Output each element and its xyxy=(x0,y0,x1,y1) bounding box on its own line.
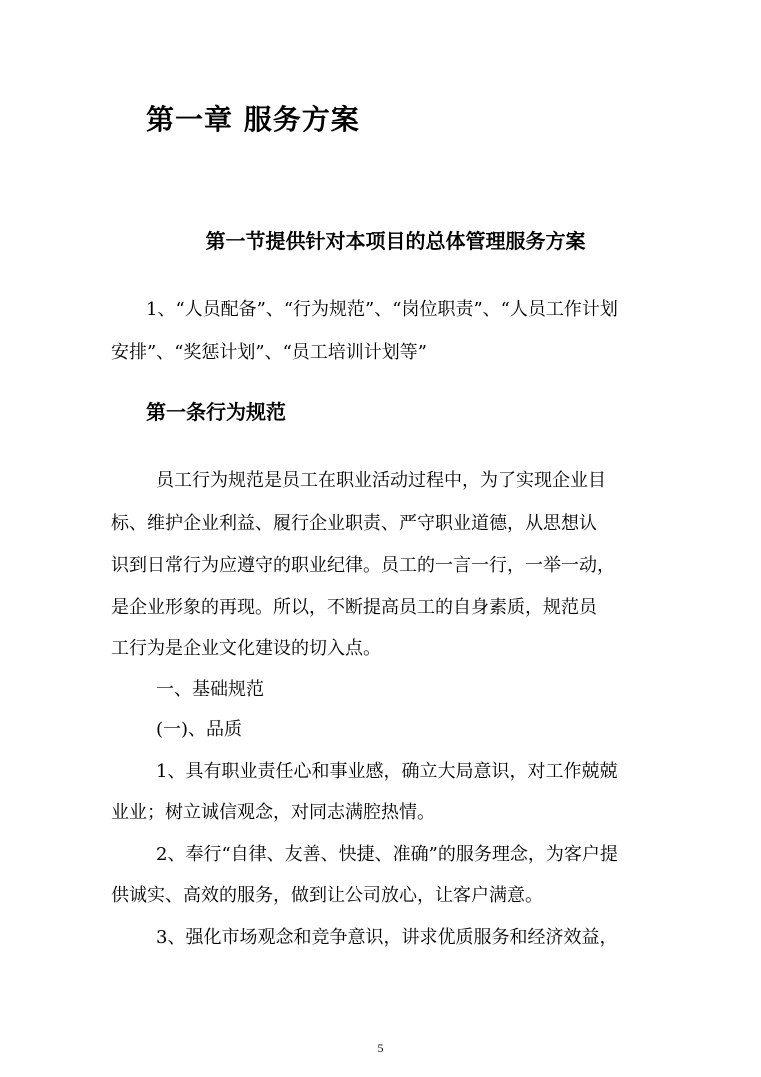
item-line: 供诚实、高效的服务，做到让公司放心，让客户满意。 xyxy=(111,885,543,906)
page-number: 5 xyxy=(377,1041,384,1055)
item-line: 3、强化市场观念和竞争意识，讲求优质服务和经济效益， xyxy=(156,927,618,948)
paragraph-line: 是企业形象的再现。所以，不断提高员工的自身素质，规范员 xyxy=(111,597,597,618)
heading-basic: 一、基础规范 xyxy=(156,679,264,700)
item-line: 业业；树立诚信观念，对同志满腔热情。 xyxy=(111,802,435,823)
chapter-title: 第一章 服务方案 xyxy=(146,103,360,136)
paragraph-line: 标、维护企业利益、履行企业职责、严守职业道德，从思想认 xyxy=(111,513,597,534)
intro-line: 安排”、“奖惩计划”、“员工培训计划等” xyxy=(111,342,428,363)
section-title: 第一节提供针对本项目的总体管理服务方案 xyxy=(205,229,586,253)
paragraph-line: 员工行为规范是员工在职业活动过程中，为了实现企业目 xyxy=(156,470,606,491)
item-line: 2、奉行“自律、友善、快捷、准确”的服务理念，为客户提 xyxy=(156,844,618,865)
heading-quality: (一)、品质 xyxy=(156,719,243,740)
paragraph-line: 工行为是企业文化建设的切入点。 xyxy=(111,638,381,659)
paragraph-line: 识到日常行为应遵守的职业纪律。员工的一言一行，一举一动， xyxy=(111,555,615,576)
intro-line: 1、“人员配备”、“行为规范”、“岗位职责”、“人员工作计划 xyxy=(146,299,618,320)
item-line: 1、具有职业责任心和事业感，确立大局意识，对工作兢兢 xyxy=(156,761,618,782)
article-title: 第一条行为规范 xyxy=(146,400,286,424)
